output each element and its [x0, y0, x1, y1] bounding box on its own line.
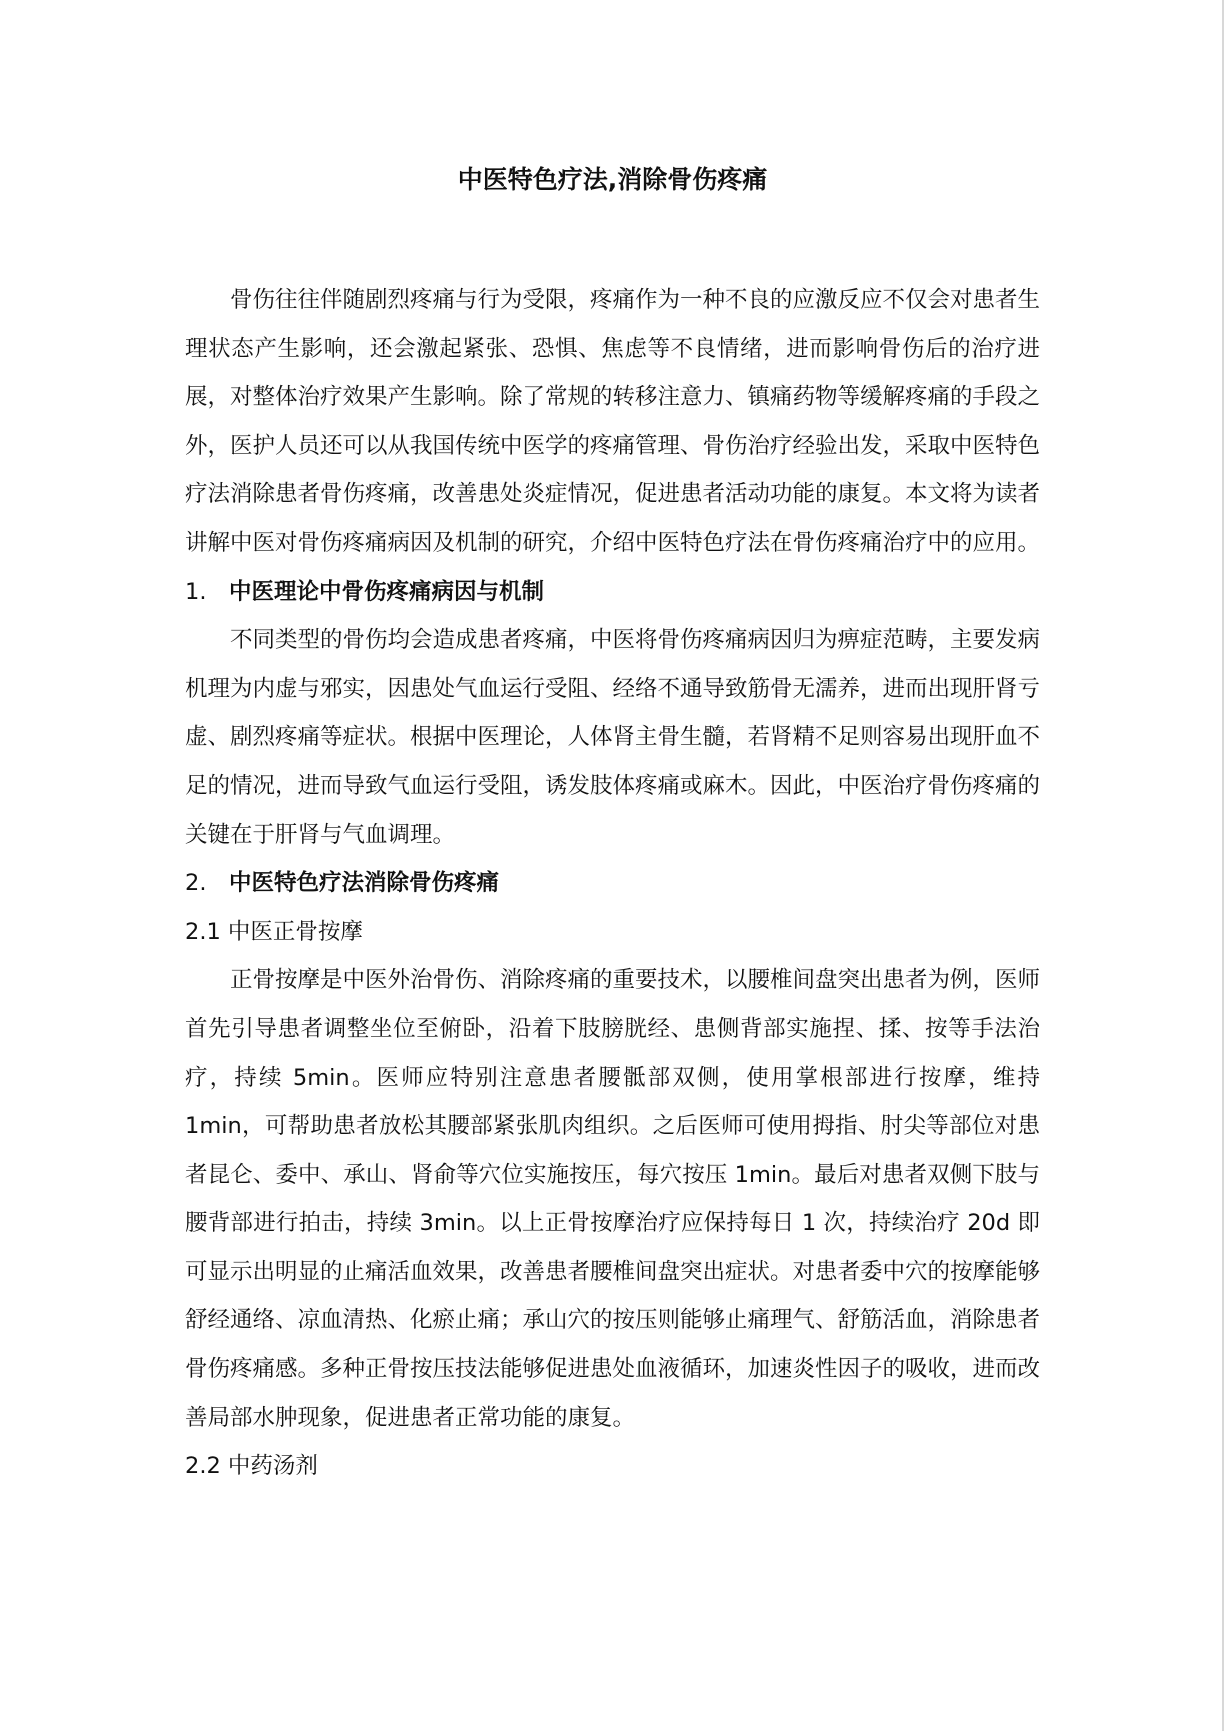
subsection-2-2-heading: 2.2 中药汤剂	[185, 1453, 318, 1480]
subsection-2-1-heading: 2.1 中医正骨按摩	[185, 918, 363, 945]
section-1-heading	[185, 568, 1040, 617]
section-1-number: 1.	[185, 578, 207, 605]
section-2-number: 2.	[185, 870, 207, 897]
intro-paragraph: 骨伤往往伴随剧烈疼痛与行为受限，疼痛作为一种不良的应激反应不仅会对患者生理状态产生影响，还会激起紧张、恐惧、焦虑等不良情绪，进而影响骨伤后的治疗进展，对整体治疗效果产生影响。除了常规的转移注意力、镇痛药物等缓解疼痛的手段之外，医护人员还可以从我国传统中医学的疼痛管理、骨伤治疗经验出发，采取中医特色疗法消除患者骨伤疼痛，改善患处炎症情况，促进患者活动功能的康复。本文将为读者讲解中医对骨伤疼痛病因及机制的研究，介绍中医特色疗法在骨伤疼痛治疗中的应用。	[185, 287, 1041, 556]
document-title: 中医特色疗法,消除骨伤疼痛	[457, 165, 768, 194]
document-body	[185, 276, 1040, 1491]
subsection-2-1-paragraph: 正骨按摩是中医外治骨伤、消除疼痛的重要技术，以腰椎间盘突出患者为例，医师首先引导患者调整坐位至俯卧，沿着下肢膀胱经、患侧背部实施捏、揉、按等手法治疗，持续 5min。医师应特别注意患者腰骶部双侧，使用掌根部进行按摩，维持 1min，可帮助患者放松其腰部紧张肌肉组织。之后医师可使用拇指、肘尖等部位对患者昆仑、委中、承山、肾俞等穴位实施按压，每穴按压 1min。最后对患者双侧下肢与腰背部进行拍击，持续 3min。以上正骨按摩治疗应保持每日 1 次，持续治疗 20d 即可显示出明显的止痛活血效果，改善患者腰椎间盘突出症状。对患者委中穴的按摩能够舒经通络、凉血清热、化瘀止痛；承山穴的按压则能够止痛理气、舒筋活血，消除患者骨伤疼痛感。多种正骨按压技法能够促进患处血液循环，加速炎性因子的吸收，进而改善局部水肿现象，促进患者正常功能的康复。	[185, 967, 1041, 1431]
section-1-title: 中医理论中骨伤疼痛病因与机制	[229, 578, 545, 605]
section-1-paragraph: 不同类型的骨伤均会造成患者疼痛，中医将骨伤疼痛病因归为痹症范畴，主要发病机理为内虚与邪实，因患处气血运行受阻、经络不通导致筋骨无濡养，进而出现肝肾亏虚、剧烈疼痛等症状。根据中医理论，人体肾主骨生髓，若肾精不足则容易出现肝血不足的情况，进而导致气血运行受阻，诱发肢体疼痛或麻木。因此，中医治疗骨伤疼痛的关键在于肝肾与气血调理。	[185, 627, 1041, 848]
section-2-title: 中医特色疗法消除骨伤疼痛	[229, 870, 500, 897]
section-2-heading	[185, 859, 1040, 908]
